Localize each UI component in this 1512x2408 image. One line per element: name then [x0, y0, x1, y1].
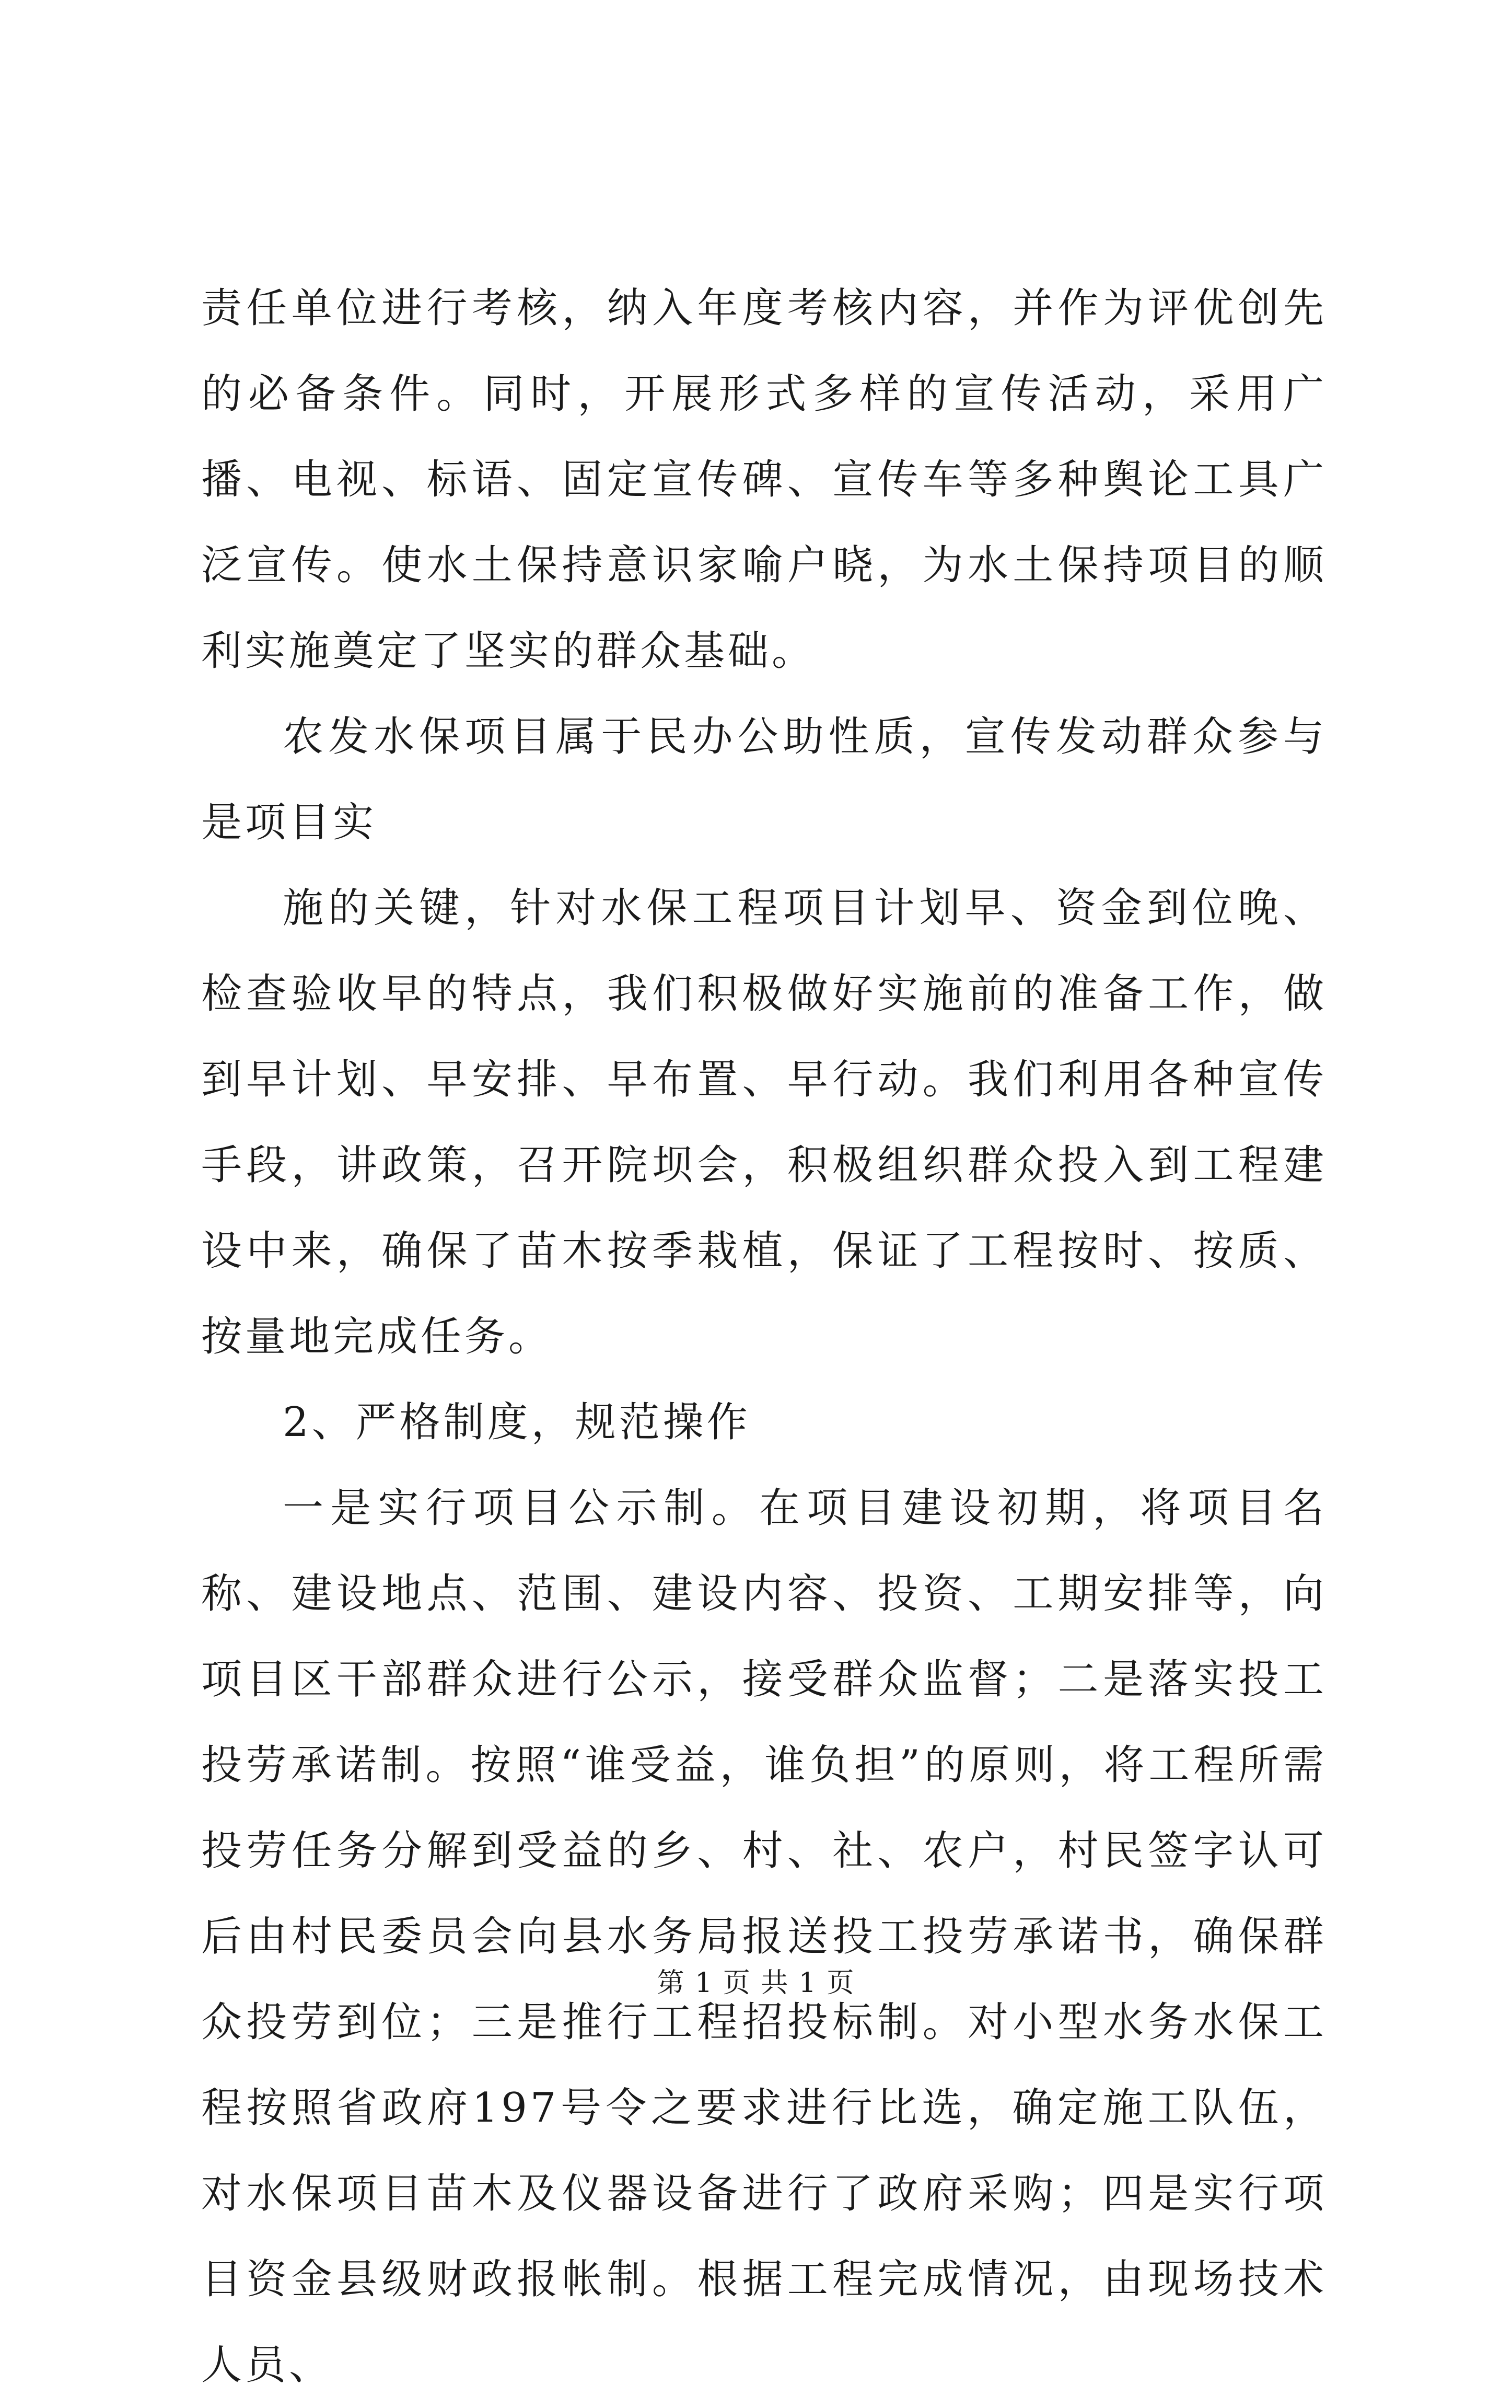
paragraph-1: 责任单位进行考核，纳入年度考核内容，并作为评优创先的必备条件。同时，开展形式多样的宣传活动，采用广播、电视、标语、固定宣传碑、宣传车等多种舆论工具广泛宣传。使水土保持意识家喻户晓，为水土保持项目的顺利实施奠定了坚实的群众基础。	[201, 285, 1327, 675]
paragraph-2: 农发水保项目属于民办公助性质，宣传发动群众参与是项目实	[201, 713, 1327, 846]
page-number-label: 第 1 页 共 1 页	[657, 1967, 855, 1999]
paragraph-4: 一是实行项目公示制。在项目建设初期，将项目名称、建设地点、范围、建设内容、投资、工期安排等，向项目区干部群众进行公示，接受群众监督；二是落实投工投劳承诺制。按照“谁受益，谁负担”的原则，将工程所需投劳任务分解到受益的乡、村、社、农户，村民签字认可后由村民委员会向县水务局报送投工投劳承诺书，确保群众投劳到位；三是推行工程招投标制。对小型水务水保工程按照省政府197号令之要求进行比选，确定施工队伍，对水保项目苗木及仪器设备进行了政府采购；四是实行项目资金县级财政报帐制。根据工程完成情况，由现场技术人员、	[201, 1485, 1327, 2389]
section-heading-2: 2、严格制度，规范操作	[283, 1399, 751, 1446]
paragraph-3: 施的关键，针对水保工程项目计划早、资金到位晚、检查验收早的特点，我们积极做好实施前的准备工作，做到早计划、早安排、早布置、早行动。我们利用各种宣传手段，讲政策，召开院坝会，积极组织群众投入到工程建设中来，确保了苗木按季栽植，保证了工程按时、按质、按量地完成任务。	[201, 885, 1327, 1360]
page-footer	[0, 1962, 1512, 2004]
document-body	[201, 265, 1327, 2408]
